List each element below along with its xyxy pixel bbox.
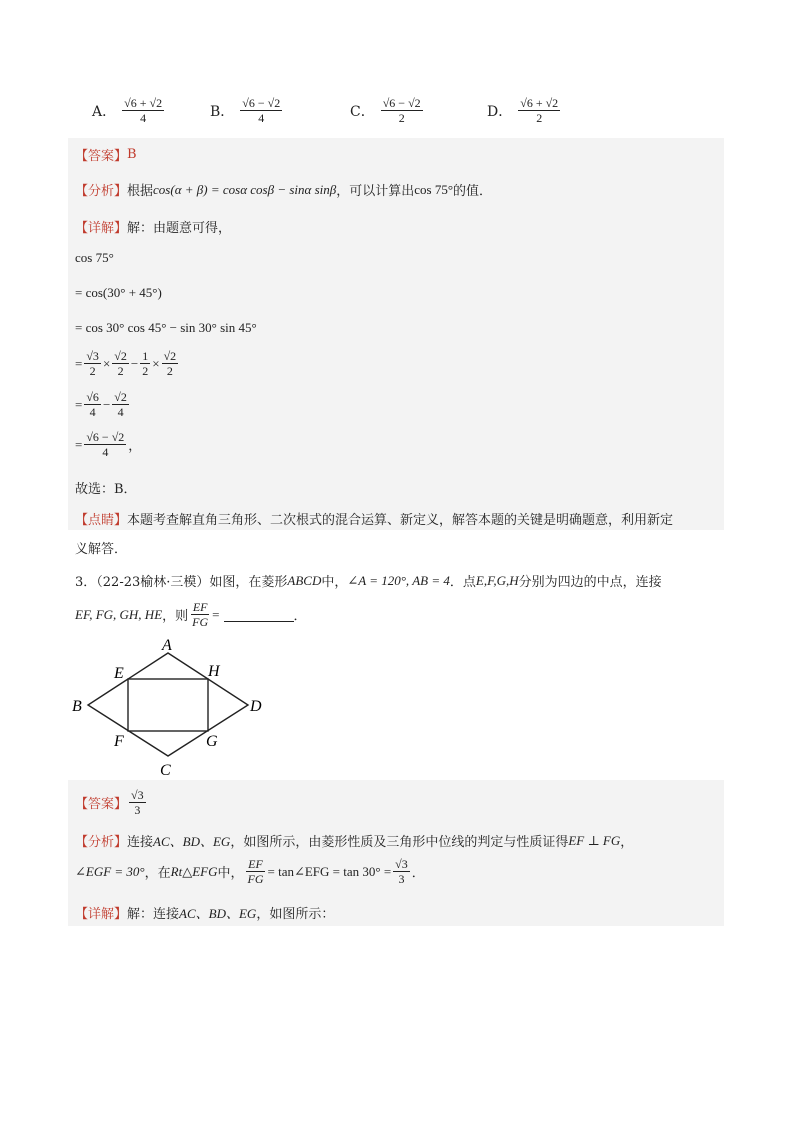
option-a: A． $\frac{√6 + √2}{4}$ xyxy=(92,96,163,125)
q2-analysis: 【分析】 根据 cos(α + β) = cosα cosβ − sinα sinβ ，可以计算出 cos 75° 的值． xyxy=(75,181,493,199)
q2-comment-cont: 义解答． xyxy=(75,542,128,557)
option-d-fraction: $\frac{√6 + √2}{2}$ xyxy=(520,96,559,125)
option-d: D． $\frac{√6 + √2}{2}$ xyxy=(487,96,559,125)
option-b-fraction: $\frac{√6 - √2}{4}$ xyxy=(242,96,281,125)
q2-detail: 【详解】 解：由题意可得， xyxy=(75,221,232,236)
q3-analysis-line-1: 【分析】 连接 AC、BD、EG ，如图所示，由菱形性质及三角形中位线的判定与性质证得 EF ⊥ FG ， xyxy=(75,832,634,850)
option-c-fraction: $\frac{√6 - √2}{2}$ xyxy=(382,96,421,125)
label-e: E xyxy=(114,665,124,682)
q2-step-1: cos 75° xyxy=(75,250,114,265)
q2-answer: 【答案】 B xyxy=(75,147,137,164)
q2-step-4: = $\frac{√3}{2}$ × $\frac{√2}{2}$ − $\frac{1}{2}$ × $\frac{√2}{2}$ xyxy=(75,349,177,378)
option-c: C． $\frac{√6 - √2}{2}$ xyxy=(350,96,421,125)
label-g: G xyxy=(206,733,218,750)
label-a: A xyxy=(162,637,172,654)
q3-answer: 【答案】 $\frac{√3}{3}$ xyxy=(75,788,144,817)
q2-step-2: = cos(30° + 45°) xyxy=(75,285,162,300)
q3-stem-line-2: EF, FG, GH, HE ，则 $\frac{EF}{FG}$ = ． xyxy=(75,600,307,629)
rectangle-efgh xyxy=(128,679,208,731)
q2-step-6: = $\frac{√6 - √2}{4}$ ， xyxy=(75,430,142,459)
q3-stem-line-1: 3．（22-23榆林·三模）如图，在菱形 ABCD 中， ∠A = 120°, AB = 4 ．点 E,F,G,H 分别为四边的中点，连接 xyxy=(75,572,662,590)
label-d: D xyxy=(250,698,262,715)
option-b: B． $\frac{√6 - √2}{4}$ xyxy=(210,96,281,125)
q3-detail: 【详解】 解：连接 AC、BD、EG ，如图所示： xyxy=(75,906,335,922)
rhombus-abcd xyxy=(88,653,248,756)
label-f: F xyxy=(114,733,124,750)
q2-comment: 【点睛】 本题考查解直角三角形、二次根式的混合运算、新定义，解答本题的关键是明确题意，利用新定 xyxy=(75,513,674,528)
option-a-fraction: $\frac{√6 + √2}{4}$ xyxy=(124,96,163,125)
label-b: B xyxy=(72,698,82,715)
answer-blank xyxy=(224,607,294,622)
q2-choose: 故选：B． xyxy=(75,482,137,497)
label-c: C xyxy=(160,762,171,779)
rhombus-figure xyxy=(68,634,278,779)
q2-step-5: = $\frac{√6}{4}$ − $\frac{√2}{4}$ xyxy=(75,390,127,419)
q3-analysis-line-2: ∠EGF = 30° ，在 Rt△EFG 中， $\frac{EF}{FG}$ = tan∠EFG = tan 30° = $\frac{√3}{3}$ ． xyxy=(75,857,425,886)
q2-step-3: = cos 30° cos 45° − sin 30° sin 45° xyxy=(75,320,257,335)
label-h: H xyxy=(208,663,220,680)
